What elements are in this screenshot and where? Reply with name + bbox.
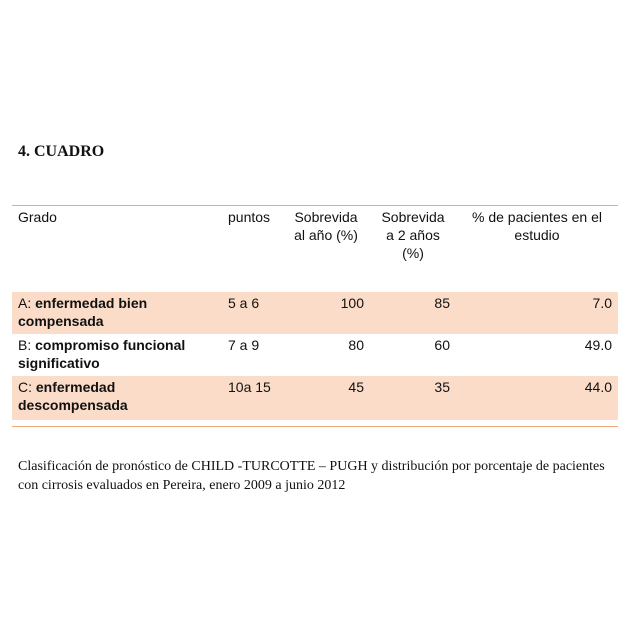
grade-description: enfermedad bien compensada: [18, 295, 148, 329]
points-cell: 7 a 9: [228, 337, 260, 353]
child-pugh-table: [12, 205, 618, 427]
header-sobrevida-2-anos: Sobrevida a 2 años (%): [381, 209, 445, 261]
table-caption: Clasificación de pronóstico de CHILD -TURCOTTE – PUGH y distribución por porcentaje de pacientes con cirrosis evaluados en Pereira, enero 2009 a junio 2012: [18, 459, 605, 493]
table-row: [12, 292, 618, 334]
grade-description: compromiso funcional significativo: [18, 337, 186, 371]
survival-1y-cell: 100: [282, 292, 370, 334]
table-row: [12, 376, 618, 420]
patients-pct-cell: 7.0: [456, 292, 618, 334]
data-table: [12, 206, 618, 420]
survival-2y-cell: 35: [370, 376, 456, 420]
patients-pct-cell: 44.0: [456, 376, 618, 420]
survival-2y-cell: 60: [434, 337, 450, 353]
patients-pct-cell: 49.0: [584, 337, 612, 353]
table-bottom-rule: [12, 426, 618, 427]
grade-letter: B:: [18, 337, 36, 353]
points-cell: 5 a 6: [222, 292, 282, 334]
grade-description: enfermedad descompensada: [18, 379, 128, 413]
header-porcentaje-pacientes: % de pacientes en el estudio: [472, 209, 602, 243]
survival-1y-cell: 80: [348, 337, 364, 353]
points-cell: 10a 15: [222, 376, 282, 420]
table-row: [12, 334, 618, 376]
grade-cell: [12, 292, 222, 334]
header-row: [12, 206, 618, 292]
header-puntos: puntos: [228, 209, 271, 225]
survival-1y-cell: 45: [282, 376, 370, 420]
grade-cell: [12, 334, 222, 376]
header-sobrevida-1-ano: Sobrevida al año (%): [294, 209, 358, 243]
table-number-heading: 4. CUADRO: [18, 143, 105, 160]
header-grado: Grado: [18, 209, 57, 225]
grade-letter: A:: [18, 295, 36, 311]
survival-2y-cell: 85: [370, 292, 456, 334]
grade-cell: [12, 376, 222, 420]
grade-letter: C:: [18, 379, 36, 395]
